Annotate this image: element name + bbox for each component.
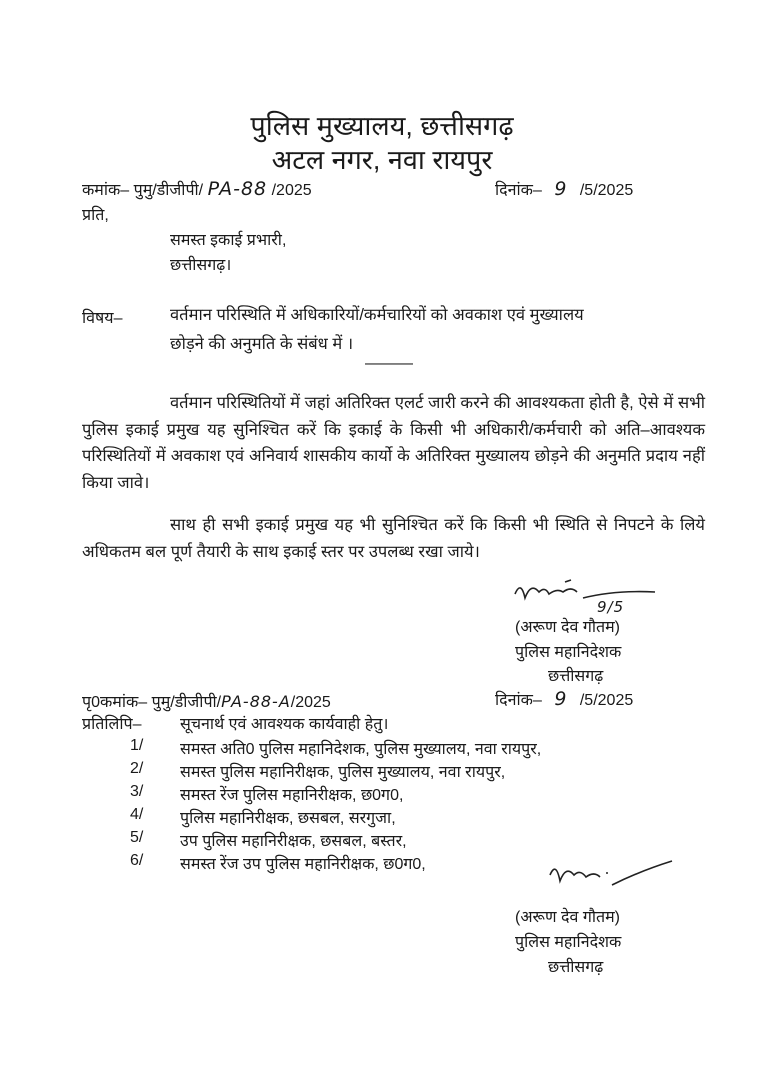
list-item-number: 2/ <box>130 760 144 777</box>
list-item-number: 3/ <box>130 783 144 800</box>
copy-reference-number <box>82 690 331 712</box>
copy-reference-year: /2025 <box>290 694 331 711</box>
list-item-text: पुलिस महानिरीक्षक, छसबल, सरगुजा, <box>180 810 396 827</box>
reference-number <box>82 178 312 200</box>
signatory-2-state: छत्तीसगढ़ <box>548 959 604 976</box>
copy-date-rest: /5/2025 <box>579 692 634 709</box>
list-item-number: 1/ <box>130 737 144 754</box>
subject-line-2: छोड़ने की अनुमति के संबंध में । <box>170 335 354 353</box>
copy-reference-handwritten: PA-88-A <box>221 692 291 711</box>
copy-date-handwritten: 9 <box>554 688 568 710</box>
copy-date-label: दिनांक– <box>495 692 542 709</box>
list-item-text: समस्त रेंज पुलिस महानिरीक्षक, छ0ग0, <box>180 787 404 804</box>
reference-year: /2025 <box>271 182 312 199</box>
paragraph-1: वर्तमान परिस्थितियों में जहां अतिरिक्त एलर्ट जारी करने की आवश्यकता होती है, ऐसे में सभी पुलिस इकाई प्रमुख यह सुनिश्चित करें कि इकाई के किसी भी अधिकारी/कर्मचारी को अति–आवश्यक परिस्थितियों में अवकाश एवं अनिवार्य शासकीय कार्यो के अतिरिक्त मुख्यालय छोड़ने की अनुमति प्रदाय नहीं किया जावे। <box>82 394 705 492</box>
recipient-line-2: छत्तीसगढ़। <box>170 257 232 274</box>
list-item-number: 6/ <box>130 852 144 869</box>
reference-label: कमांक– पुमु/डीजीपी/ <box>82 182 204 199</box>
subject-label: विषय– <box>82 310 123 327</box>
list-item-number: 5/ <box>130 829 144 846</box>
paragraph-2: साथ ही सभी इकाई प्रमुख यह भी सुनिश्चित करें कि किसी भी स्थिति से निपटने के लिये अधिकतम बल पूर्ण तैयारी के साथ इकाई स्तर पर उपलब्ध रखा जाये। <box>82 516 705 561</box>
address-heading: अटल नगर, नवा रायपुर <box>271 145 493 175</box>
separator: ——— <box>365 355 413 372</box>
signature-1-date: 9/5 <box>597 598 625 616</box>
signatory-name: (अरूण देव गौतम) <box>515 619 621 636</box>
list-item-number: 4/ <box>130 806 144 823</box>
cc-purpose: सूचनार्थ एवं आवश्यक कार्यवाही हेतु। <box>180 716 389 733</box>
signatory-2-name: (अरूण देव गौतम) <box>515 909 621 926</box>
signatory-designation: पुलिस महानिदेशक <box>515 644 622 661</box>
to-label: प्रति, <box>82 207 109 224</box>
date-handwritten: 9 <box>554 178 568 200</box>
date-label: दिनांक– <box>495 182 542 199</box>
copy-date <box>495 688 633 710</box>
date-rest: /5/2025 <box>579 182 634 199</box>
copy-reference-label: पृ0कमांक– पुमु/डीजीपी/ <box>82 694 222 711</box>
cc-label: प्रतिलिपि– <box>82 716 142 733</box>
list-item-text: समस्त पुलिस महानिरीक्षक, पुलिस मुख्यालय, नवा रायपुर, <box>180 764 506 781</box>
signature-2-icon <box>540 855 680 900</box>
subject-line-1: वर्तमान परिस्थिति में अधिकारियों/कर्मचारियों को अवकाश एवं मुख्यालय <box>170 306 584 324</box>
list-item-text: उप पुलिस महानिरीक्षक, छसबल, बस्तर, <box>180 833 407 850</box>
list-item-text: समस्त रेंज उप पुलिस महानिरीक्षक, छ0ग0, <box>180 856 426 873</box>
reference-handwritten: PA-88 <box>207 178 268 200</box>
letter-date <box>495 178 633 200</box>
recipient-line-1: समस्त इकाई प्रभारी, <box>170 232 287 249</box>
signatory-2-designation: पुलिस महानिदेशक <box>515 934 622 951</box>
signatory-state: छत्तीसगढ़ <box>548 668 604 685</box>
list-item-text: समस्त अति0 पुलिस महानिदेशक, पुलिस मुख्यालय, नवा रायपुर, <box>180 741 542 758</box>
org-heading: पुलिस मुख्यालय, छत्तीसगढ़ <box>250 111 514 141</box>
